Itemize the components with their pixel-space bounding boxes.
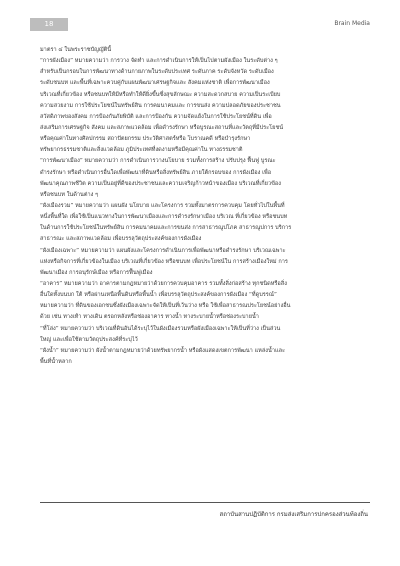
footer-text: สถาบันสานปฏิบัติการ กรมส่งเสริมการปกครองส่วนท้องถิ่น [219, 511, 368, 518]
body-line: สาธารณะ และสภาพแวดล้อม เพื่อบรรลุวัตถุประสงค์ของการผังเมือง [40, 236, 202, 243]
body-line: แห่งหรือกิจการที่เกี่ยวข้องในเมือง บริเวณที่เกี่ยวข้อง หรือชนบท เพื่อประโยชน์ใน การสร้างเมืองใหม่ การ [40, 258, 288, 265]
footer-divider [40, 502, 370, 503]
body-line: “ผังเมืองรวม” หมายความว่า แผนผัง นโยบาย และโครงการ รวมทั้งมาตรการควบคุม โดยทั่วไปในพื้นที่ [40, 202, 285, 209]
document-body [40, 45, 366, 368]
body-line: “อาคาร” หมายความว่า อาคารตามกฎหมายว่าด้วยการควบคุมอาคาร รวมทั้งสิ่งก่อสร้าง ทุกชนิดหรือสิ่ง [40, 280, 287, 287]
body-line: “การผังเมือง” หมายความว่า การวาง จัดทำ และการดำเนินการให้เป็นไปตามผังเมือง ในระดับต่าง ๆ [40, 58, 278, 65]
body-line: หนึ่งพื้นที่ใด เพื่อใช้เป็นแนวทางในการพัฒนาเมืองและการดำรงรักษาเมือง บริเวณ ที่เกี่ยวข้อง หรือชนบท [40, 214, 288, 221]
body-line: สวัสดิภาพของสังคม การป้องกันภัยพิบัติ และการป้องกัน ความจัดแย้งในการใช้ประโยชน์ที่ดิน เพื่อ [40, 113, 272, 120]
body-line: สำหรับเป็นกรอบในการพัฒนาทางด้านกายภาพในระดับประเทศ ระดับภาค ระดับจังหวัด ระดับเมือง [40, 69, 274, 76]
page-number: 18 [30, 18, 68, 31]
body-line: พื้นที่น้ำหลาก [40, 358, 72, 365]
body-line: หรือคุณค่าในทางศิลปกรรม สถาปัตยกรรม ประวัติศาสตร์หรือ โบราณคดี หรือบำรุงรักษา [40, 136, 251, 143]
body-line: “ผังน้ำ” หมายความว่า ผังน้ำตามกฎหมายว่าด้วยทรัพยากรน้ำ หรือผังแสดงเขตการพัฒนา แหล่งน้ำและ [40, 347, 286, 354]
body-line: ในด้านการใช้ประโยชน์ในทรัพย์สิน การคมนาคมและการขนส่ง การสาธารณูปโภค สาธารณูปการ บริการ [40, 225, 292, 232]
body-line: “ผังเมืองเฉพาะ” หมายความว่า แผนผังและโครงการดำเนินการเพื่อพัฒนาหรือดำรงรักษา บริเวณเฉพาะ [40, 247, 286, 254]
body-line: พัฒนาเมือง การอนุรักษ์เมือง หรือการฟื้นฟูเมือง [40, 269, 153, 276]
body-line: หรือชนบท ในด้านต่าง ๆ [40, 191, 99, 198]
brand-label: Brain Media [334, 20, 370, 27]
body-line: ทรัพยากรธรรมชาติและสิ่งแวดล้อม ภูมิประเทศที่งดงามหรือมีคุณค่าใน ทางธรรมชาติ [40, 147, 243, 154]
body-line: หมายความว่า ที่ดินของเอกชนซึ่งผังเมืองเฉพาะจัดให้เป็นที่เว้นว่าง หรือ ใช้เพื่อสาธารณประโยชน์อย่างอื่น [40, 303, 291, 310]
body-line: อื่นใดทั้งบนบก ใต้ หรือผ่านเหนือพื้นดินหรือพื้นน้ำ เพื่อบรรลุวัตถุประสงค์ของการผังเมือง “ที่ดูบรรณ์” [40, 292, 277, 299]
body-line: พัฒนาคุณภาพชีวิต ความเป็นอยู่ที่ดีของประชาชนและความเจริญก้าวหน้าของเมือง บริเวณที่เกี่ยวข้อง [40, 180, 282, 187]
body-line: ความสวยงาม การใช้ประโยชน์ในทรัพย์สิน การคมนาคมและ การขนส่ง ความปลอดภัยของประชาชน [40, 102, 281, 109]
body-line: “การพัฒนาเมือง” หมายความว่า การดำเนินการวางนโยบาย รวมทั้งการสร้าง ปรับปรุง ฟื้นฟู บูรณะ [40, 158, 276, 165]
body-line: มาตรา ๔ ในพระราชบัญญัตินี้ [40, 47, 112, 53]
body-line: บริเวณที่เกี่ยวข้อง หรือชนบทให้มีหรือทำให้ดียิ่งขึ้นซึ่งสุขลักษณะ ความสะดวกสบาย ความเป็นระเบียบ [40, 91, 281, 98]
body-line: ระดับชนบท และพื้นที่เฉพาะควบคู่กับแผนพัฒนาเศรษฐกิจและ สังคมแห่งชาติ เพื่อการพัฒนาเมือง [40, 80, 270, 87]
body-line: ด้วย เช่น ทางเท้า ทางเดิน ตรอกหลังหรือช่องอาคาร ทางน้ำ ทางระบายน้ำหรือช่องระบายน้ำ [40, 314, 259, 321]
body-line: ส่งเสริมการเศรษฐกิจ สังคม และสภาพแวดล้อม เพื่อดำรงรักษา หรือบูรณะสถานที่และวัตถุที่มีประโยชน์ [40, 124, 284, 131]
body-line: ใหญ่ และเพื่อใช้ตามวัตถุประสงค์ที่ระบุไว้ [40, 336, 138, 343]
body-line: “ที่โล่ง” หมายความว่า บริเวณที่ดินอันได้ระบุไว้ในผังเมืองรวมหรือผังเมืองเฉพาะให้เป็นที่ว่าง เป็นส่วน [40, 325, 281, 332]
body-line: ดำรงรักษา หรือดำเนินการอื่นใดเพื่อพัฒนาที่ดินหรือสิ่งทรัพย์สิน ภายใต้กรอบของ การผังเมือง เพื่อ [40, 169, 272, 176]
